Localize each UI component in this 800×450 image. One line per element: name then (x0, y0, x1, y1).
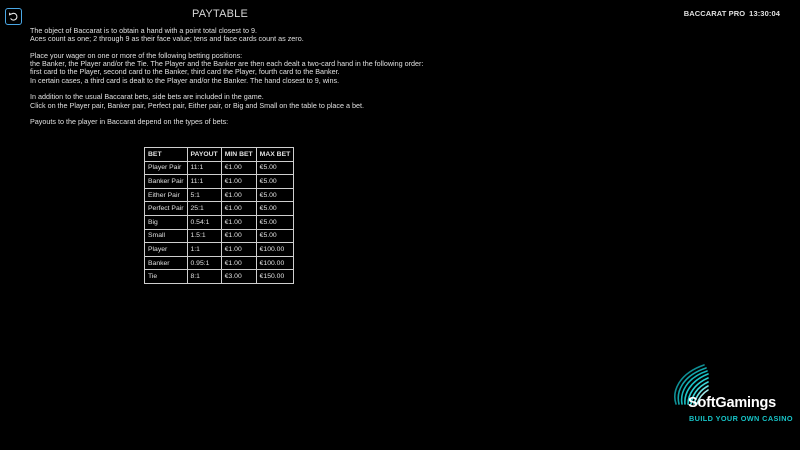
rules-paragraph (30, 52, 500, 85)
bet-cell: Perfect Pair (145, 202, 188, 216)
table-row (145, 202, 294, 216)
max-bet-cell: €5.00 (256, 215, 294, 229)
game-info (684, 9, 780, 18)
min-bet-cell: €1.00 (221, 256, 256, 270)
max-bet-cell: €100.00 (256, 243, 294, 257)
bet-cell: Banker (145, 256, 188, 270)
table-row (145, 188, 294, 202)
payout-cell: 11:1 (187, 161, 221, 175)
min-bet-cell: €1.00 (221, 202, 256, 216)
payout-cell: 11:1 (187, 175, 221, 189)
rules-line: first card to the Player, second card to the Banker, third card the Player, fourth card to the Banker. (30, 67, 340, 77)
rules-line: the Banker, the Player and/or the Tie. The Player and the Banker are then each dealt a two-card hand in the following order: (30, 59, 424, 69)
payout-cell: 0.95:1 (187, 256, 221, 270)
rules-paragraph (30, 118, 500, 126)
rules-text (30, 27, 500, 135)
max-bet-cell: €150.00 (256, 270, 294, 284)
table-row (145, 256, 294, 270)
logo-name: SoftGamings (688, 395, 777, 411)
max-bet-cell: €5.00 (256, 175, 294, 189)
max-bet-cell: €5.00 (256, 161, 294, 175)
payout-cell: 0.54:1 (187, 215, 221, 229)
payout-cell: 8:1 (187, 270, 221, 284)
rules-line: Payouts to the player in Baccarat depend on the types of bets: (30, 117, 229, 127)
max-bet-cell: €100.00 (256, 256, 294, 270)
payout-cell: 1.5:1 (187, 229, 221, 243)
payout-cell: 1:1 (187, 243, 221, 257)
min-bet-cell: €3.00 (221, 270, 256, 284)
column-header-payout: PAYOUT (187, 148, 221, 162)
clock: 13:30:04 (749, 9, 780, 18)
min-bet-cell: €1.00 (221, 215, 256, 229)
rules-line: Click on the Player pair, Banker pair, Perfect pair, Either pair, or Big and Small on the table to place a bet. (30, 100, 365, 110)
min-bet-cell: €1.00 (221, 188, 256, 202)
table-row (145, 243, 294, 257)
table-row (145, 161, 294, 175)
table-row (145, 270, 294, 284)
column-header-min-bet: MIN BET (221, 148, 256, 162)
rules-line: In addition to the usual Baccarat bets, side bets are included in the game. (30, 92, 264, 102)
rules-paragraph (30, 27, 500, 44)
max-bet-cell: €5.00 (256, 188, 294, 202)
rules-line: In certain cases, a third card is dealt to the Player and/or the Banker. The hand closest to 9, wins. (30, 75, 340, 85)
min-bet-cell: €1.00 (221, 175, 256, 189)
rules-line: Place your wager on one or more of the following betting positions: (30, 50, 243, 60)
page-title: PAYTABLE (191, 8, 248, 20)
table-row (145, 215, 294, 229)
column-header-max-bet: MAX BET (256, 148, 294, 162)
min-bet-cell: €1.00 (221, 161, 256, 175)
bet-cell: Small (145, 229, 188, 243)
game-name: BACCARAT PRO (683, 9, 746, 18)
softgamings-logo (668, 362, 796, 430)
min-bet-cell: €1.00 (221, 243, 256, 257)
logo-tagline: BUILD YOUR OWN CASINO (689, 414, 793, 423)
table-row (145, 175, 294, 189)
bet-cell: Player (145, 243, 188, 257)
max-bet-cell: €5.00 (256, 229, 294, 243)
rules-line: The object of Baccarat is to obtain a hand with a point total closest to 9. (30, 26, 257, 35)
rules-line: Aces count as one; 2 through 9 as their face value; tens and face cards count as zero. (30, 34, 304, 44)
bet-cell: Big (145, 215, 188, 229)
table-header-row (145, 148, 294, 162)
bet-cell: Banker Pair (145, 175, 188, 189)
payout-cell: 5:1 (187, 188, 221, 202)
max-bet-cell: €5.00 (256, 202, 294, 216)
column-header-bet: BET (145, 148, 188, 162)
table-row (145, 229, 294, 243)
bet-cell: Player Pair (145, 161, 188, 175)
min-bet-cell: €1.00 (221, 229, 256, 243)
payout-cell: 25:1 (187, 202, 221, 216)
bet-cell: Tie (145, 270, 188, 284)
bet-cell: Either Pair (145, 188, 188, 202)
rules-paragraph (30, 93, 500, 110)
paytable (144, 147, 294, 284)
